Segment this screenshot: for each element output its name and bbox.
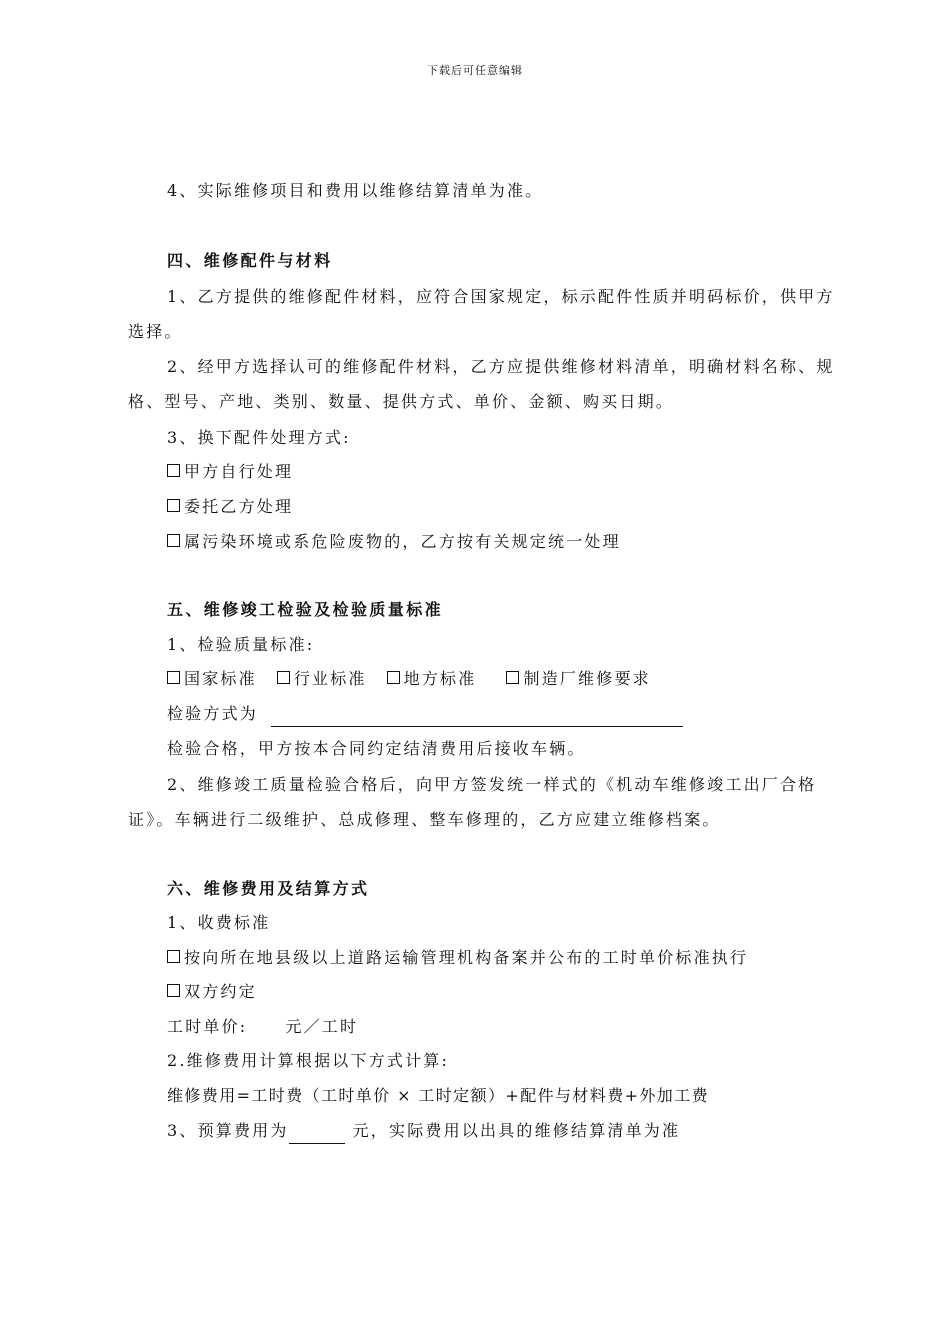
acceptance-text: 检验合格，甲方按本合同约定结清费用后接收车辆。 (167, 739, 586, 758)
standard-options-row (167, 669, 671, 689)
checkbox-icon[interactable] (167, 499, 180, 512)
disposal-option-3[interactable] (167, 532, 621, 552)
checkbox-icon[interactable] (387, 671, 400, 684)
option-label: 地方标准 (403, 669, 477, 688)
option-label: 委托乙方处理 (184, 497, 294, 516)
option-label: 国家标准 (184, 669, 257, 688)
option-label: 制造厂维修要求 (523, 669, 651, 688)
section3-item4: 4、实际维修项目和费用以维修结算清单为准。 (167, 181, 544, 200)
checkbox-icon[interactable] (167, 984, 180, 997)
disposal-option-1[interactable] (167, 462, 293, 482)
section5-item1: 1、检验质量标准: (167, 635, 315, 654)
inspection-method-label: 检验方式为 (167, 704, 259, 723)
budget-blank[interactable] (289, 1123, 345, 1144)
section6-item2: 2.维修费用计算根据以下方式计算: (167, 1051, 450, 1070)
option-label: 双方约定 (184, 982, 257, 1001)
section4-item2: 2、经甲方选择认可的维修配件材料，乙方应提供维修材料清单，明确材料名称、规格、型号、产地、类别、数量、提供方式、单价、金额、购买日期。 (128, 357, 835, 411)
checkbox-icon[interactable] (167, 671, 180, 684)
option-label: 按向所在地县级以上道路运输管理机构备案并公布的工时单价标准执行 (184, 948, 749, 967)
section6-title: 六、维修费用及结算方式 (167, 879, 370, 898)
section5-title: 五、维修竣工检验及检验质量标准 (167, 600, 444, 619)
checkbox-icon[interactable] (277, 671, 290, 684)
section5-item2: 2、维修竣工质量检验合格后，向甲方签发统一样式的《机动车维修竣工出厂合格证》。车辆进行二级维护、总成修理、整车修理的，乙方应建立维修档案。 (128, 775, 817, 829)
standard-option-industry[interactable] (277, 669, 367, 689)
fee-option-2[interactable] (167, 982, 257, 1002)
standard-option-local[interactable] (387, 669, 477, 689)
fee-option-1[interactable] (167, 948, 748, 968)
budget-label: 3、预算费用为 (167, 1121, 289, 1140)
section4-item3: 3、换下配件处理方式: (167, 428, 351, 447)
hour-price-row (167, 1017, 358, 1037)
checkbox-icon[interactable] (167, 950, 180, 963)
page-header-note: 下载后可任意编辑 (427, 64, 523, 77)
checkbox-icon[interactable] (167, 464, 180, 477)
fee-formula: 维修费用=工时费（工时单价 × 工时定额）+配件与材料费+外加工费 (167, 1086, 709, 1105)
standard-option-national[interactable] (167, 669, 257, 689)
section6-item1: 1、收费标准 (167, 913, 271, 932)
section4-item1: 1、乙方提供的维修配件材料，应符合国家规定，标示配件性质并明码标价，供甲方选择。 (128, 287, 835, 341)
hour-price-label: 工时单价: (167, 1017, 248, 1036)
checkbox-icon[interactable] (506, 671, 519, 684)
inspection-method-blank[interactable] (271, 706, 683, 727)
option-label: 行业标准 (293, 669, 367, 688)
budget-row (167, 1121, 680, 1144)
inspection-method-row (167, 704, 683, 727)
disposal-option-2[interactable] (167, 497, 293, 517)
option-label: 属污染环境或系危险废物的，乙方按有关规定统一处理 (184, 532, 621, 551)
section4-title: 四、维修配件与材料 (167, 251, 333, 270)
budget-suffix: 元，实际费用以出具的维修结算清单为准 (352, 1121, 681, 1140)
option-label: 甲方自行处理 (184, 462, 294, 481)
standard-option-manufacturer[interactable] (506, 669, 650, 689)
hour-price-unit: 元／工时 (285, 1017, 359, 1036)
checkbox-icon[interactable] (167, 534, 180, 547)
